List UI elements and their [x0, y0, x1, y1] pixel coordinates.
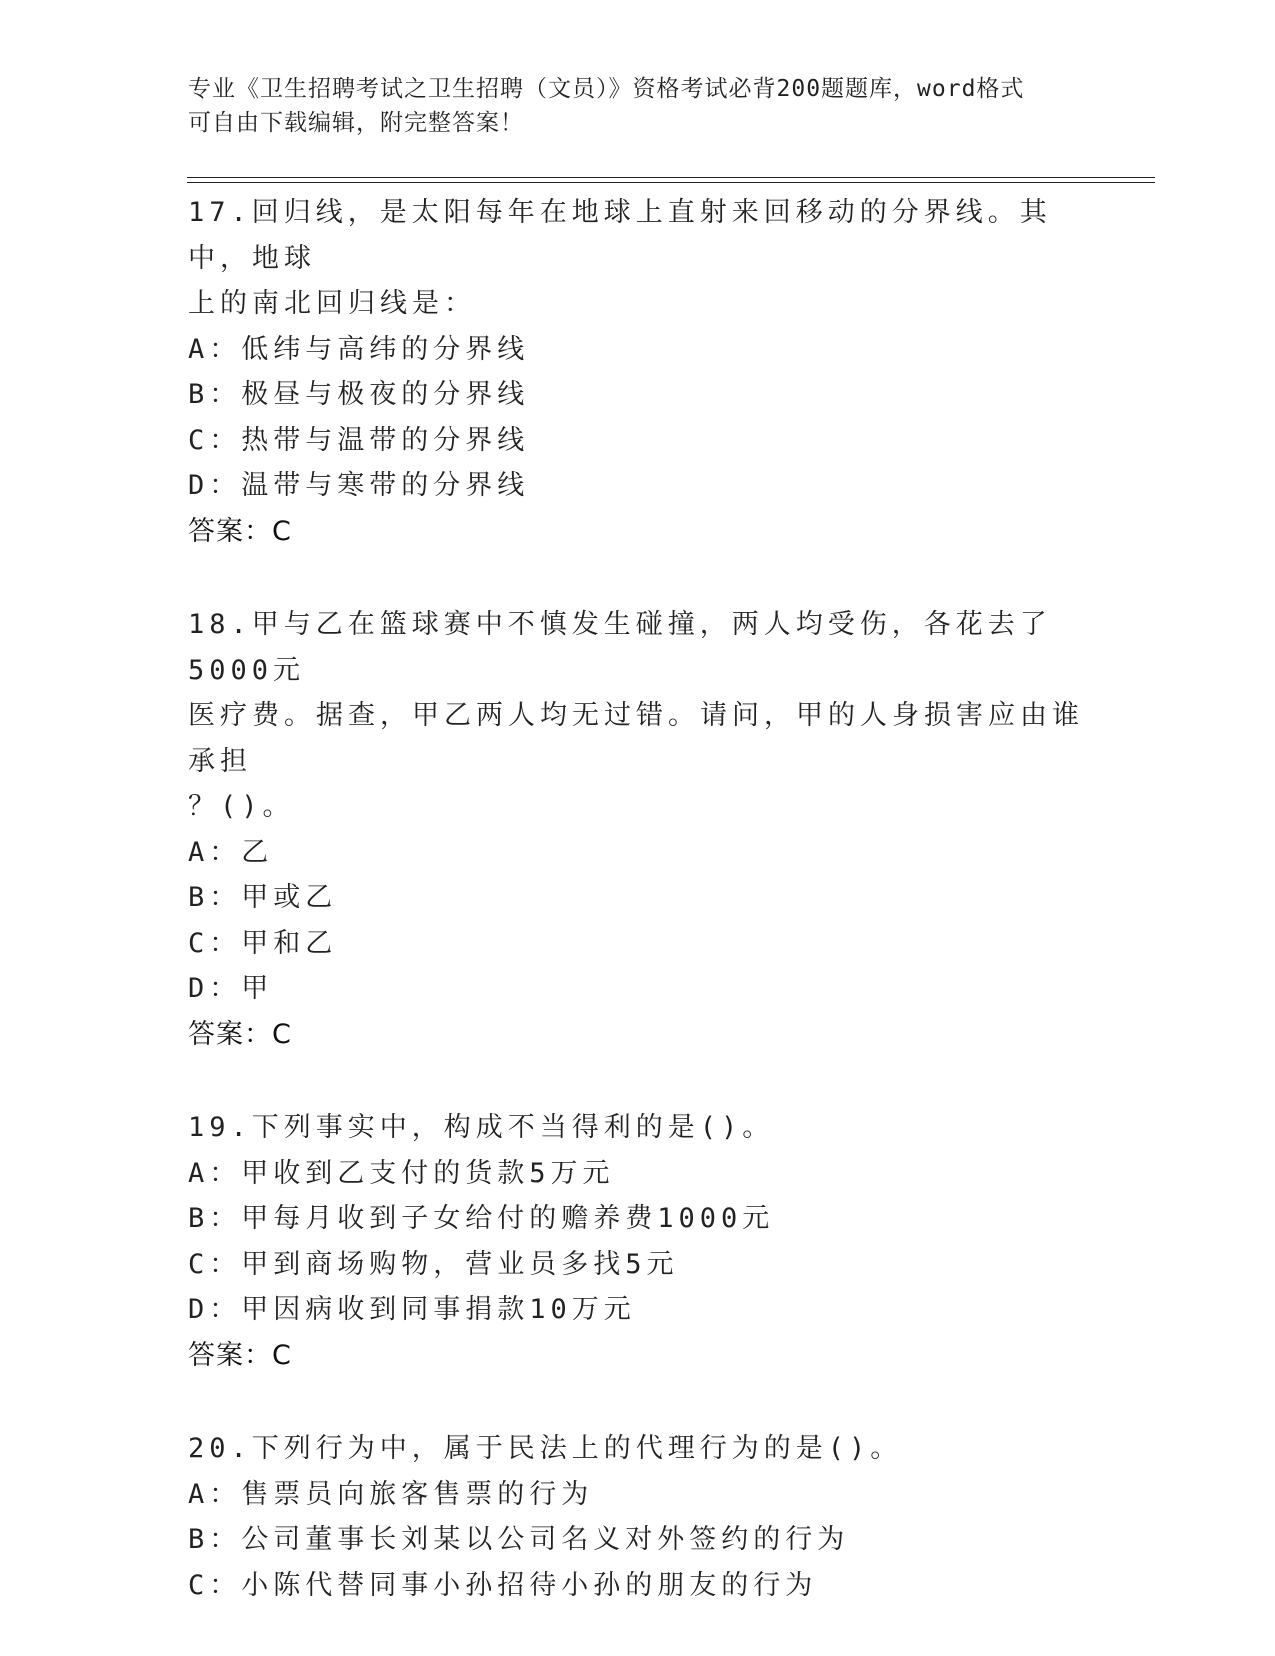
question-20 — [188, 1426, 1088, 1608]
option-a: A：甲收到乙支付的货款5万元 — [188, 1157, 615, 1189]
option-b: B：甲或乙 — [188, 882, 338, 913]
question-stem-line: 上的南北回归线是： — [188, 288, 476, 319]
option-d: D：甲 — [188, 973, 274, 1004]
question-18 — [188, 602, 1088, 1057]
question-list — [188, 190, 1088, 1656]
option-c: C：甲到商场购物，营业员多找5元 — [188, 1248, 679, 1280]
answer-line: 答案：C — [188, 1339, 292, 1371]
document-header — [188, 72, 1088, 140]
answer-line: 答案：C — [188, 515, 292, 547]
option-c: C：甲和乙 — [188, 927, 338, 959]
option-b: B：公司董事长刘某以公司名义对外签约的行为 — [188, 1524, 850, 1555]
question-19 — [188, 1105, 1088, 1378]
header-rule-top — [187, 177, 1155, 178]
question-stem-line: 18.甲与乙在篮球赛中不慎发生碰撞，两人均受伤，各花去了5000元 — [188, 609, 1052, 686]
option-b: B：甲每月收到子女给付的赡养费1000元 — [188, 1203, 775, 1234]
header-line-2: 可自由下载编辑，附完整答案！ — [188, 110, 524, 136]
option-a: A：低纬与高纬的分界线 — [188, 333, 530, 365]
header-line-1: 专业《卫生招聘考试之卫生招聘（文员）》资格考试必背200题题库，word格式 — [188, 76, 1025, 102]
header-rule-bottom — [187, 182, 1155, 183]
question-17 — [188, 190, 1088, 554]
option-b: B：极昼与极夜的分界线 — [188, 379, 530, 410]
question-stem-line: 17.回归线，是太阳每年在地球上直射来回移动的分界线。其中，地球 — [188, 197, 1052, 274]
option-d: D：甲因病收到同事捐款10万元 — [188, 1294, 636, 1325]
question-stem-line: 20.下列行为中，属于民法上的代理行为的是()。 — [188, 1433, 903, 1464]
option-a: A：乙 — [188, 836, 274, 868]
answer-line: 答案：C — [188, 1018, 292, 1050]
option-c: C：热带与温带的分界线 — [188, 424, 530, 456]
question-stem-line: ？()。 — [188, 791, 295, 822]
question-stem-line: 医疗费。据查，甲乙两人均无过错。请问，甲的人身损害应由谁承担 — [188, 700, 1084, 777]
question-stem-line: 19.下列事实中，构成不当得利的是()。 — [188, 1112, 775, 1143]
option-c: C：小陈代替同事小孙招待小孙的朋友的行为 — [188, 1569, 818, 1601]
option-a: A：售票员向旅客售票的行为 — [188, 1478, 594, 1510]
option-d: D：温带与寒带的分界线 — [188, 470, 530, 501]
